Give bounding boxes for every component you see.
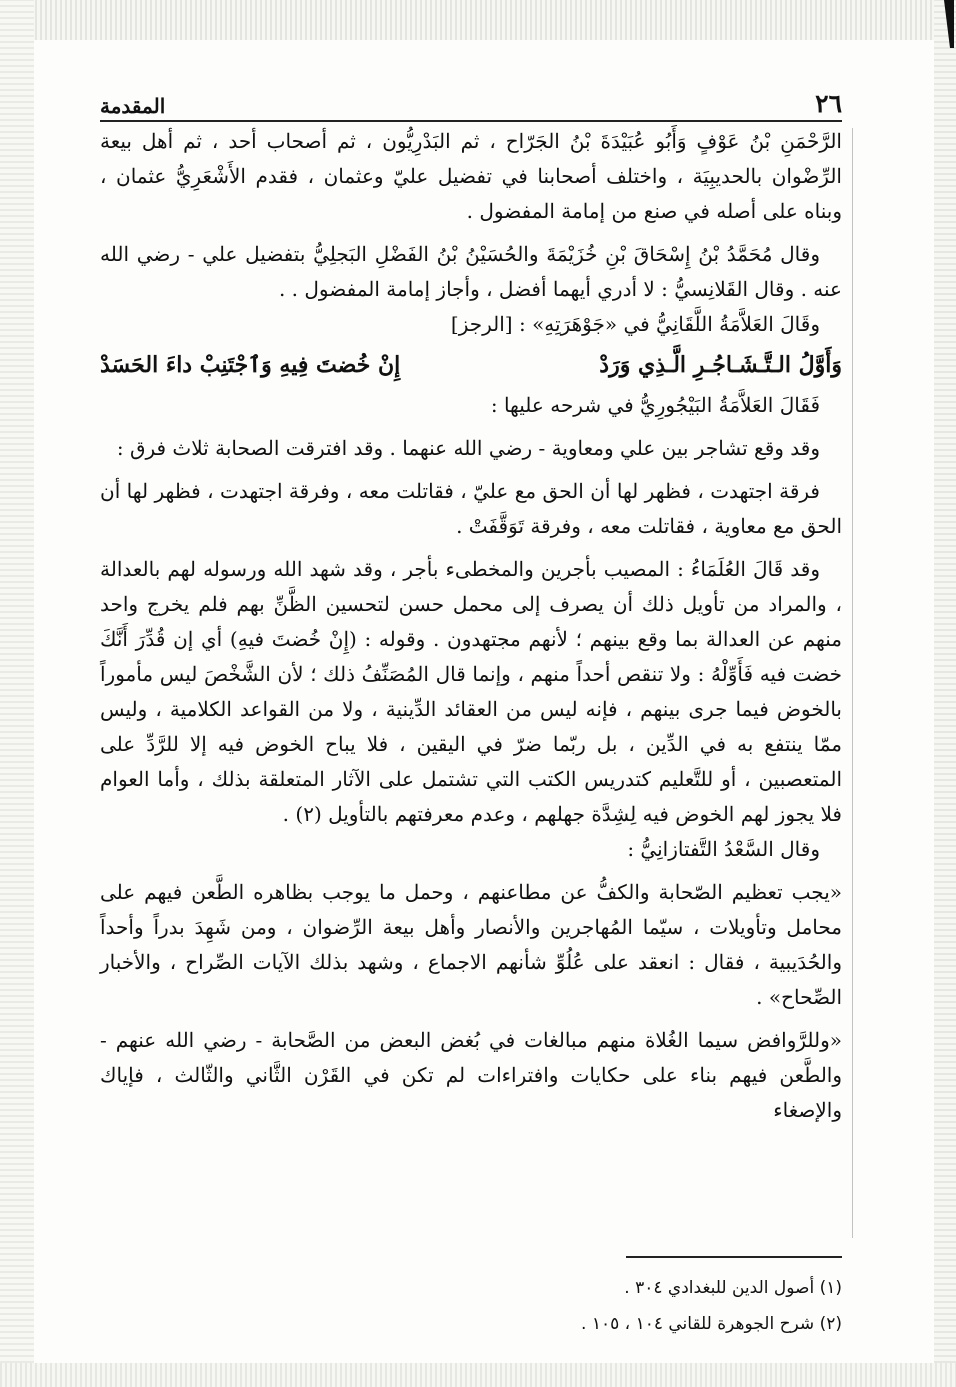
poem-verse [100, 342, 842, 388]
margin-rule [852, 128, 853, 1238]
paragraph-10: «وللرَّوافض سيما الغُلاة منهم مبالغات في بُغض البعض من الصَّحابة - رضي الله عنهم - والطَّعن فيهم بناء على حكايات وافتراءات لم تكن في القَرْن الثَّاني والثّالث ، فإياك والإصغاء [100, 1028, 842, 1122]
footnote-rule [626, 1256, 842, 1258]
footnote-1: (١) أصول الدين للبغدادي ٣٠٤ . [624, 1278, 842, 1298]
paragraph-6: فرقة اجتهدت ، فظهر لها أن الحق مع عليّ ، فقاتلت معه ، وفرقة اجتهدت ، فظهر لها أن الحق مع معاوية ، فقاتلت معه ، وفرقة تَوَقَّفَتْ . [100, 479, 842, 538]
poem-hemistich-left: إِنْ خُضتَ فِيهِ وَٱجْتَنِبْ داءَ الحَسَدْ [100, 352, 401, 378]
paragraph-2: وقال مُحَمَّدُ بْنُ إِسْحَاقَ بْنِ خُزَيْمَةَ والحُسَيْنُ بْنُ الفَضْلِ البَجلِيُّ بتفضيل علي - رضي الله عنه . وقال القَلانِسيُّ : لا أدري أيهما أفضل ، وأجاز إمامة المفضول . . [100, 242, 842, 301]
paragraph-3: وقَالَ العَلاَّمَةُ اللَّقَانِيُّ في «جَوْهَرَتِهِ» : [الرجز] [450, 312, 820, 336]
paragraph-7: وقد قَالَ العُلَمَاءُ : المصيب بأجرين والمخطىء بأجر ، وقد شهد الله ورسوله لهم بالعدالة ، والمراد من تأويل ذلك أن يصرف إلى محمل حسن لتحسين الظَّنِّ بهم فلم يخرج واحد منهم عن العدالة بما وقع بينهم ؛ لأنهم مجتهدون . وقوله : (إِنْ خُضتَ فيهِ) أي إن قُدِّرَ أَنَّكَ خضت فيه فَأَوِّلْهُ : ولا تنقص أحداً منهم ، وإنما قال المُصَنِّفُ ذلك ؛ لأن الشَّخْصَ ليس مأموراً بالخوض فيما جرى بينهم ، فإنه ليس من العقائد الدِّينية ، ولا من القواعد الكلامية ، وليس ممّا ينتفع به في الدِّين ، بل ربّما ضرّ في اليقين ، فلا يباح الخوض فيه إلا للرَّدِّ على المتعصبين ، أو للتَّعليم كتدريس الكتب التي تشتمل على الآثار المتعلقة بذلك ، وأما العوام فلا يجوز لهم الخوض فيه لِشِدَّة جهلهم ، وعدم معرفتهم بالتأويل (٢) . [100, 557, 842, 826]
paragraph-9: «يجب تعظيم الصّحابة والكفُّ عن مطاعنهم ، وحمل ما يوجب بظاهره الطَّعن فيهم على محامل وتأويلات ، سيّما المُهاجرين والأنصار وأهل بيعة الرِّضوان ، ومن شَهِدَ بدراً وأحداً والحُدَيبية ، فقال : انعقد على عُلُوِّ شأنهم الاجماع ، وشهد بذلك الآيات الصِّراح ، والأخبار الصِّحاح» . [100, 880, 842, 1009]
scan-edge-bottom [0, 1363, 956, 1387]
scan-edge-top [0, 0, 956, 40]
header-rule [100, 120, 842, 122]
paragraph-5: وقد وقع تشاجر بين علي ومعاوية - رضي الله عنهما . وقد افترقت الصحابة ثلاث فرق : [116, 436, 820, 460]
paragraph-1: الرَّحْمَنِ بْنُ عَوْفٍ وَأَبُو عُبَيْدَةَ بْنُ الجَرّاح ، ثم البَدْرِيُّون ، ثم أصحاب أحد ، ثم أهل بيعة الرِّضْوان بالحديبِيَة ، واختلف أصحابنا في تفضيل عليّ وعثمان ، فقدم الأَشْعَرِيُّ عثمان ، وبناه على أصله في صنع من إمامة المفضول . [100, 129, 842, 223]
page-number: ٢٦ [815, 89, 842, 118]
paragraph-8: وقال السَّعْدُ التَّفتازانِيُّ : [627, 837, 820, 861]
paragraph-4: فَقَالَ العَلاَّمَةُ البَيْجُورِيُّ في شرحه عليها : [490, 393, 820, 417]
footnotes [100, 1270, 842, 1342]
main-text [100, 124, 842, 1128]
poem-hemistich-right: وَأَوَّلُ الـتَّـشَـاجُـرِ الَّـذِي وَرَدْ [599, 352, 842, 378]
scan-edge-left [0, 0, 34, 1387]
running-title: المقدمة [100, 94, 166, 118]
scan-edge-right [934, 0, 956, 1387]
footnote-2: (٢) شرح الجوهرة للقاني ١٠٤ ، ١٠٥ . [581, 1314, 842, 1334]
page-header [100, 84, 842, 118]
